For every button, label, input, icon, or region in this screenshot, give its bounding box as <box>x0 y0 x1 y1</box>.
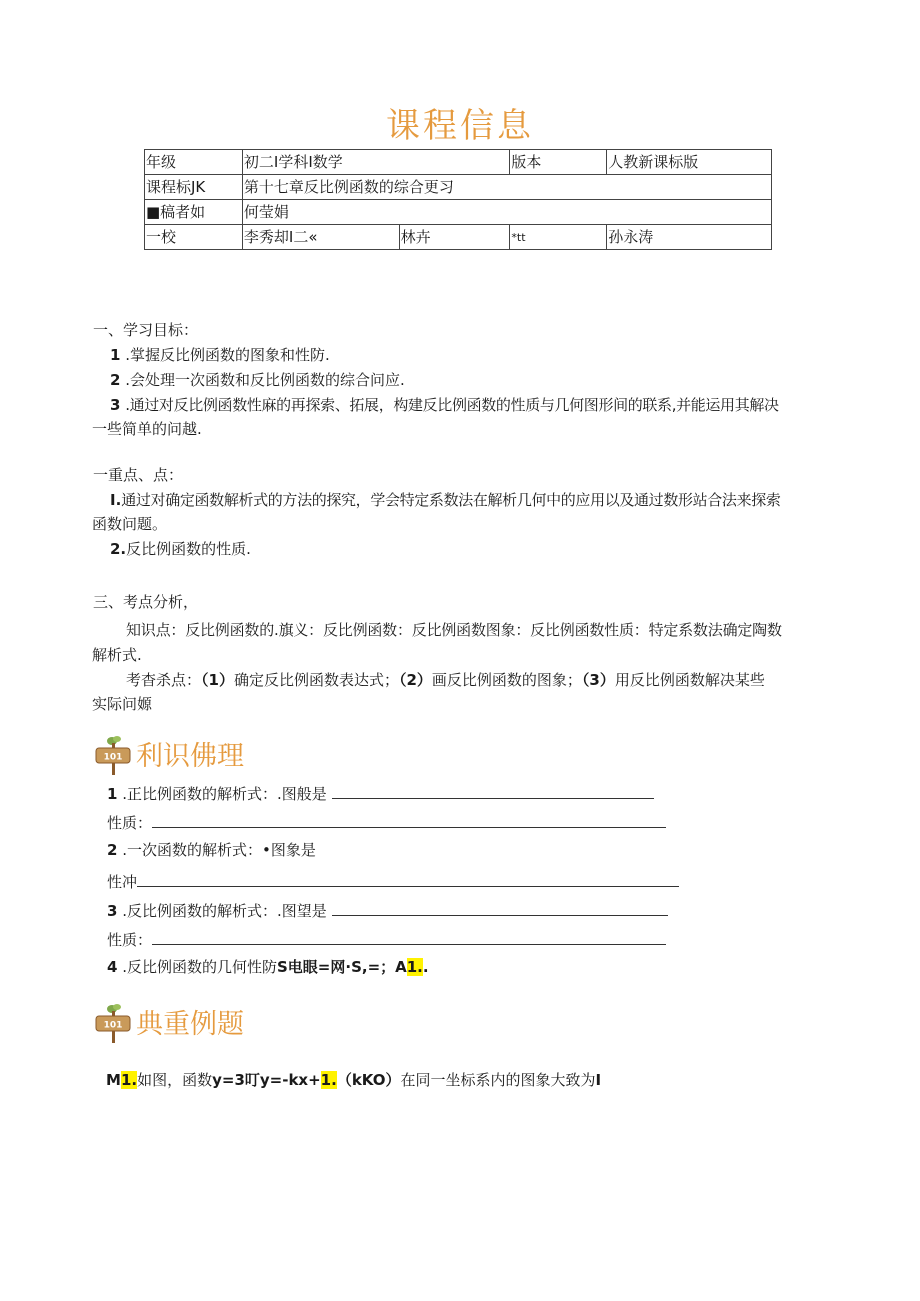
exam-points <box>126 670 765 690</box>
example-1: M1.如图，函数y=3叮y=-kx+1.（kKO）在同一坐标系内的图象大致为I <box>106 1071 602 1089</box>
exam-prefix: 考杳杀点： <box>126 671 202 689</box>
exam-index: （3） <box>581 671 615 689</box>
table-cell: ■稿者如 <box>145 200 243 225</box>
review-item-2-property: 性冲 <box>107 870 679 892</box>
table-cell: 版本 <box>510 150 607 175</box>
review-item-3: 3 .反比例函数的解析式：.图望是 <box>107 899 668 921</box>
section-heading-exam-analysis: 三、考点分析， <box>93 593 199 611</box>
table-cell: 何莹娟 <box>242 200 771 225</box>
list-item <box>110 395 779 415</box>
knowledge-continuation: 解析式. <box>92 646 142 664</box>
exam-continuation: 实际问嫄 <box>92 695 153 713</box>
section-header-examples <box>92 1003 244 1047</box>
list-item <box>110 490 781 510</box>
review-item-4: 4 .反比例函数的几何性防S电眼=网·S,=；A1.. <box>107 958 429 976</box>
review-item-1-property: 性质： <box>107 811 666 833</box>
table-cell: 课程标JK <box>145 175 243 200</box>
table-cell: 孙永涛 <box>607 225 772 250</box>
item-text: .通过对反比例函数性麻的再探索、拓展，构建反比例函数的性质与几何图形间的联系,并能运用其解决 <box>125 396 779 414</box>
item-text: .会处理一次函数和反比例函数的综合问应. <box>125 371 405 389</box>
list-item <box>110 370 405 390</box>
table-row <box>145 200 772 225</box>
item-continuation: 函数问题。 <box>92 515 168 533</box>
review-item-1: 1 .正比例函数的解析式：.图般是 <box>107 782 654 804</box>
review-title: 利识佛理 <box>136 741 244 772</box>
review-item-2: 2 .一次函数的解析式：•图象是 <box>107 841 316 859</box>
exam-index: （2） <box>398 671 432 689</box>
item-text: 通过对确定函数解析式的方法的探究，学会特定系数法在解析几何中的应用以及通过数形站合法来探索 <box>121 491 781 509</box>
item-text: .掌握反比例函数的图象和性防. <box>125 346 330 364</box>
answer-blank[interactable] <box>137 870 679 887</box>
table-cell: 人教新课标版 <box>607 150 772 175</box>
answer-blank[interactable] <box>152 811 666 828</box>
table-cell: 一校 <box>145 225 243 250</box>
signpost-icon <box>92 735 136 779</box>
section-header-review <box>92 735 244 779</box>
table-cell: *tt <box>510 225 607 250</box>
sign-label: 101 <box>103 1020 123 1031</box>
item-number: I. <box>110 491 122 509</box>
section-heading-keypoints: 一重点、点： <box>93 466 184 484</box>
item-number: 2. <box>110 540 127 558</box>
item-number: 2 <box>110 371 121 389</box>
examples-title: 典重例题 <box>136 1009 244 1040</box>
section-heading-objectives: 一、学习目标： <box>93 321 199 339</box>
list-item <box>110 345 330 365</box>
exam-text: 确定反比例函数表达式； <box>233 671 399 689</box>
table-cell: 林卉 <box>399 225 510 250</box>
item-number: 3 <box>110 396 121 414</box>
table-row <box>145 225 772 250</box>
table-cell: 李秀却I二« <box>242 225 399 250</box>
table-cell: 初二I学科I数学 <box>242 150 510 175</box>
page-title: 课程信息 <box>386 106 534 146</box>
knowledge-points: 知识点：反比例函数的.旗义：反比例函数：反比例函数图象：反比例函数性质：特定系数法确定陶数 <box>126 621 782 639</box>
item-text: 反比例函数的性质. <box>126 540 251 558</box>
sign-label: 101 <box>103 752 123 763</box>
answer-blank[interactable] <box>152 928 666 945</box>
signpost-icon <box>92 1003 136 1047</box>
exam-text: 用反比例函数解决某些 <box>614 671 765 689</box>
course-info-table <box>144 149 772 250</box>
table-cell: 第十七章反比例函数的综合更习 <box>242 175 771 200</box>
answer-blank[interactable] <box>332 782 654 799</box>
table-row <box>145 150 772 175</box>
table-cell: 年级 <box>145 150 243 175</box>
item-number: 1 <box>110 346 121 364</box>
exam-index: （1） <box>201 671 234 689</box>
answer-blank[interactable] <box>332 899 668 916</box>
table-row <box>145 175 772 200</box>
item-continuation: 一些简单的问越. <box>92 420 202 438</box>
review-item-3-property: 性质： <box>107 928 666 950</box>
exam-text: 画反比例函数的图象； <box>431 671 582 689</box>
list-item <box>110 539 251 559</box>
